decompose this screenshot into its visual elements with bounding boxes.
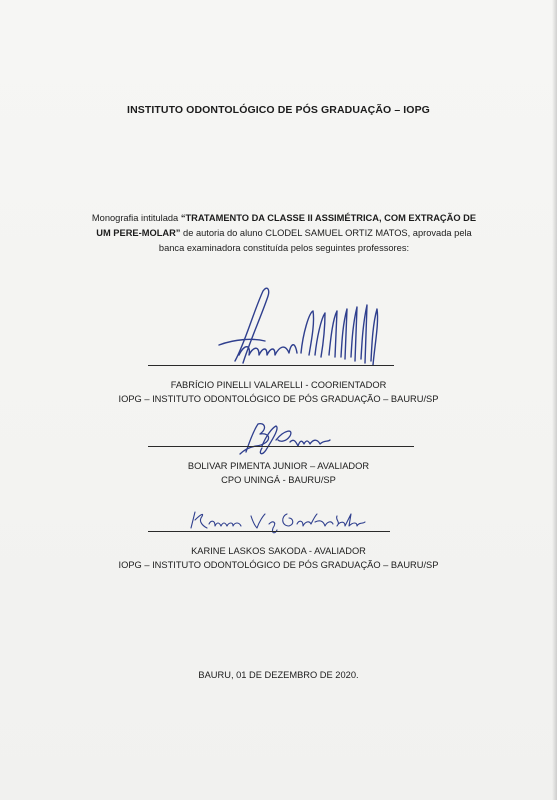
signatory-3-institution: IOPG – INSTITUTO ODONTOLÓGICO DE PÓS GRADUAÇÃO – BAURU/SP: [118, 559, 439, 570]
signature-line-2: [148, 446, 414, 447]
signature-line-1: [148, 365, 394, 366]
signature-2-handwritten: [232, 420, 342, 460]
signatory-3-name: KARINE LASKOS SAKODA - AVALIADOR: [191, 546, 366, 556]
signatory-1-name: FABRÍCIO PINELLI VALARELLI - COORIENTADOR: [170, 380, 387, 390]
signatory-1-institution: IOPG – INSTITUTO ODONTOLÓGICO DE PÓS GRADUAÇÃO – BAURU/SP: [118, 393, 439, 404]
intro-suffix: de autoria do aluno CLODEL SAMUEL ORTIZ MATOS, aprovada pela banca examinadora constituída pelos seguintes professores:: [158, 228, 472, 253]
date-line: BAURU, 01 DE DEZEMBRO DE 2020.: [198, 670, 359, 680]
signatory-3: [0, 545, 557, 572]
signatory-1: [0, 379, 557, 406]
signature-line-3: [148, 531, 390, 532]
signatory-2: [0, 460, 557, 487]
signatory-2-name: BOLIVAR PIMENTA JUNIOR – AVALIADOR: [187, 461, 370, 471]
signatory-2-institution: CPO UNINGÁ - BAURU/SP: [221, 474, 336, 485]
intro-prefix: Monografia intitulada: [91, 213, 181, 223]
signature-1-handwritten: [205, 283, 395, 373]
monograph-title: “TRATAMENTO DA CLASSE II ASSIMÉTRICA, COM EXTRAÇÃO DE UM PERE-MOLAR”: [96, 213, 477, 238]
approval-paragraph: [88, 211, 480, 256]
institution-title: INSTITUTO ODONTOLÓGICO DE PÓS GRADUAÇÃO – IOPG: [127, 104, 430, 116]
